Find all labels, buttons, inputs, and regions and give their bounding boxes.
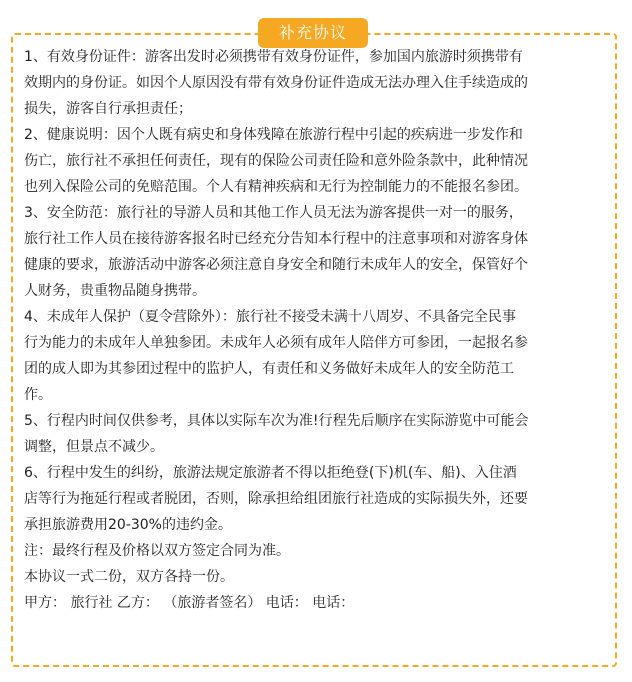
text-line: 健康的要求，旅游活动中游客必须注意自身安全和随行未成年人的安全，保管好个 <box>24 257 528 273</box>
text-line: 店等行为拖延行程或者脱团，否则，除承担给组团旅行社造成的实际损失外，还要 <box>24 491 528 507</box>
text-line: 作。 <box>24 387 52 403</box>
text-line: 5、行程内时间仅供参考，具体以实际车次为准!行程先后顺序在实际游览中可能会 <box>24 413 529 429</box>
text-line: 2、健康说明：因个人既有病史和身体残障在旅游行程中引起的疾病进一步发作和 <box>24 127 523 143</box>
text-line: 效期内的身份证。如因个人原因没有带有效身份证件造成无法办理入住手续造成的 <box>24 75 528 91</box>
text-line: 本协议一式二份，双方各持一份。 <box>24 569 234 585</box>
text-line: 调整，但景点不减少。 <box>24 439 164 455</box>
text-line: 伤亡，旅行社不承担任何责任，现有的保险公司责任险和意外险条款中，此种情况 <box>24 153 528 169</box>
text-line: 也列入保险公司的免赔范围。个人有精神疾病和无行为控制能力的不能报名参团。 <box>24 179 528 195</box>
text-line: 团的成人即为其参团过程中的监护人，有责任和义务做好未成年人的安全防范工 <box>24 361 514 377</box>
text-line: 行为能力的未成年人单独参团。未成年人必须有成年人陪伴方可参团，一起报名参 <box>24 335 528 351</box>
text-line: 注：最终行程及价格以双方签定合同为准。 <box>24 543 290 559</box>
text-line: 1、有效身份证件：游客出发时必须携带有效身份证件，参加国内旅游时须携带有 <box>24 49 523 65</box>
text-line: 承担旅游费用20-30%的违约金。 <box>24 517 232 533</box>
text-line: 旅行社工作人员在接待游客报名时已经充分告知本行程中的注意事项和对游客身体 <box>24 231 528 247</box>
signature-line: 甲方： 旅行社 乙方： （旅游者签名） 电话： 电话： <box>24 595 355 611</box>
text-line: 4、未成年人保护（夏令营除外）：旅行社不接受未满十八周岁、不具备完全民事 <box>24 309 516 325</box>
text-line: 3、安全防范：旅行社的导游人员和其他工作人员无法为游客提供一对一的服务， <box>24 205 523 221</box>
text-line: 人财务，贵重物品随身携带。 <box>24 283 206 299</box>
section-title-badge: 补充协议 <box>258 18 368 48</box>
agreement-content <box>24 44 608 616</box>
text-line: 6、行程中发生的纠纷，旅游法规定旅游者不得以拒绝登(下)机(车、船)、入住酒 <box>24 465 517 481</box>
text-line: 损失，游客自行承担责任； <box>24 101 192 117</box>
